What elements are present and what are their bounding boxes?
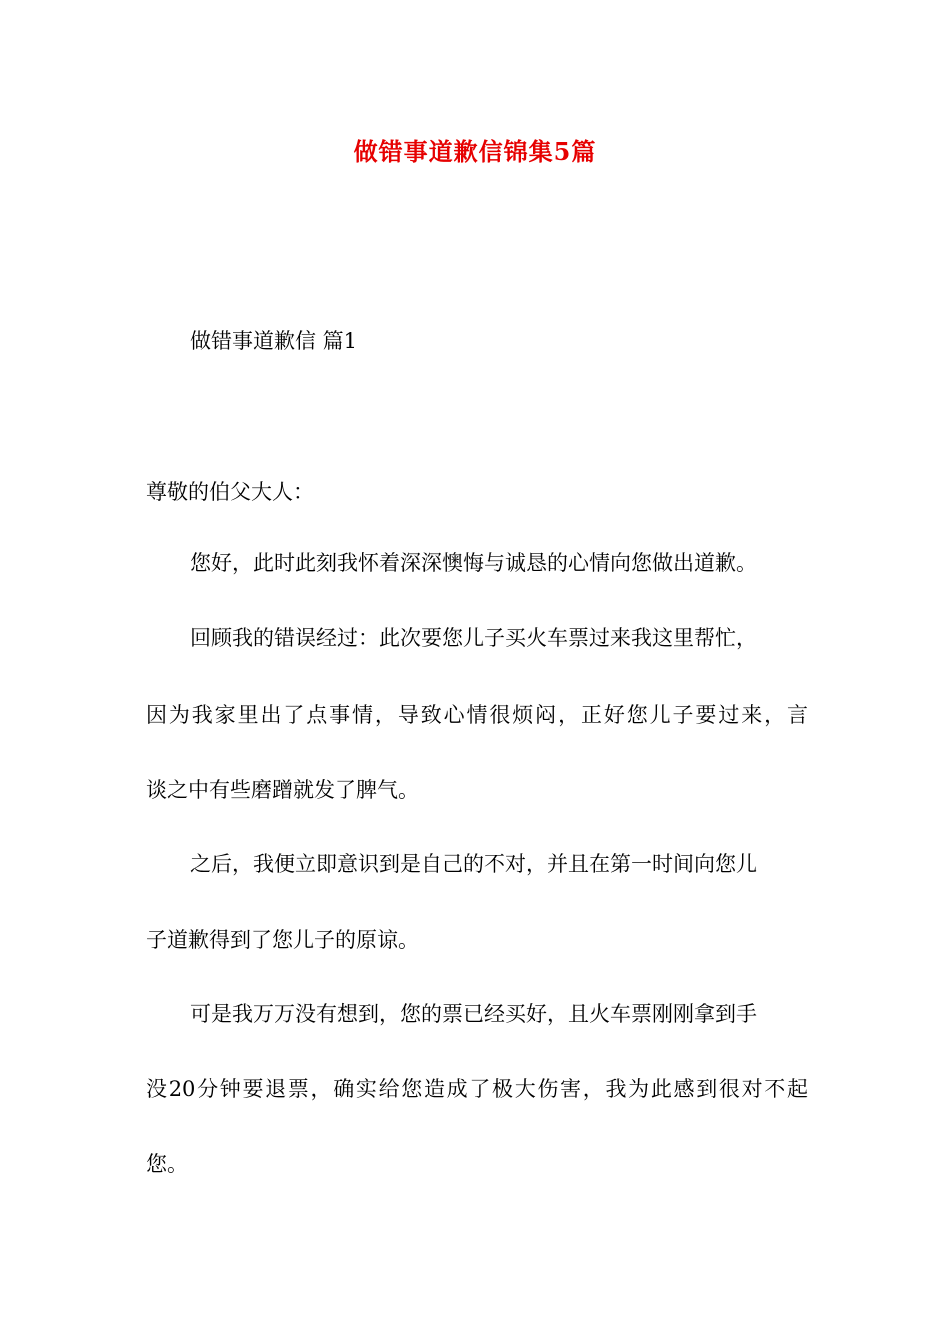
paragraph-line-4: 谈之中有些磨蹭就发了脾气。 <box>146 778 419 802</box>
salutation: 尊敬的伯父大人： <box>146 480 314 504</box>
paragraph-line-5: 之后，我便立即意识到是自己的不对，并且在第一时间向您儿 <box>190 852 757 876</box>
paragraph-line-3: 因为我家里出了点事情，导致心情很烦闷，正好您儿子要过来，言 <box>146 703 808 727</box>
paragraph-line-2: 回顾我的错误经过：此次要您儿子买火车票过来我这里帮忙， <box>190 626 757 650</box>
document-title: 做错事道歉信锦集5篇 <box>353 137 597 166</box>
paragraph-line-9: 您。 <box>146 1152 188 1176</box>
section-heading: 做错事道歉信 篇1 <box>190 329 358 353</box>
paragraph-line-8: 没20分钟要退票，确实给您造成了极大伤害，我为此感到很对不起 <box>146 1077 808 1101</box>
paragraph-line-7: 可是我万万没有想到，您的票已经买好，且火车票刚刚拿到手 <box>190 1002 757 1026</box>
paragraph-line-6: 子道歉得到了您儿子的原谅。 <box>146 928 419 952</box>
paragraph-line-1: 您好，此时此刻我怀着深深懊悔与诚恳的心情向您做出道歉。 <box>190 551 757 575</box>
